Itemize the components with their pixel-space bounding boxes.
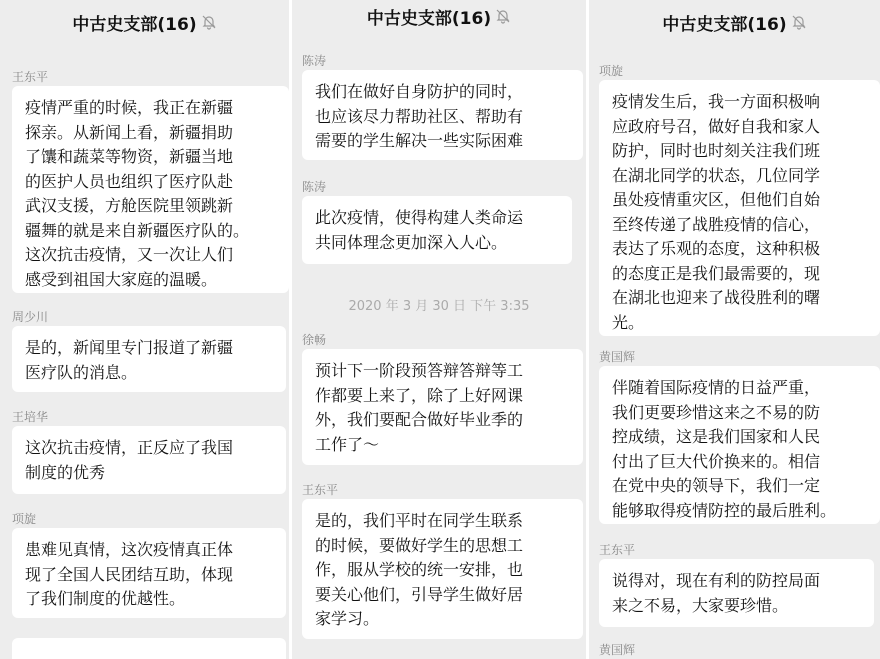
message-sender: 王东平 (12, 70, 49, 84)
message-bubble[interactable]: 是的，新闻里专门报道了新疆 医疗队的消息。 (12, 326, 286, 392)
group-title: 中古史支部(16) (366, 8, 492, 29)
chat-panel-3[interactable] (589, 0, 880, 659)
message-bubble[interactable]: 我们在做好自身防护的同时， 也应该尽力帮助社区、帮助有 需要的学生解决一些实际困难 (302, 70, 583, 160)
message-sender: 黄国辉 (599, 350, 636, 364)
chat-header (0, 0, 289, 44)
message-sender: 陈涛 (302, 180, 327, 194)
message-bubble[interactable]: 说得对，现在有利的防控局面 来之不易，大家要珍惜。 (599, 559, 874, 627)
message-sender: 王东平 (599, 543, 636, 557)
chat-panel-1[interactable] (0, 0, 289, 659)
message-sender: 王东平 (302, 483, 339, 497)
message-timestamp: 2020 年 3 月 30 日 下午 3:35 (348, 299, 530, 314)
bell-slash-icon (201, 14, 217, 30)
message-bubble-partial[interactable] (12, 638, 286, 659)
bell-slash-icon (495, 8, 511, 24)
chat-header (589, 0, 880, 44)
message-sender: 陈涛 (302, 54, 327, 68)
message-bubble[interactable]: 是的，我们平时在同学生联系 的时候，要做好学生的思想工 作，服从学校的统一安排，也 要关心他们，引导学生做好居 家学习。 (302, 499, 583, 639)
message-bubble[interactable]: 这次抗击疫情，正反应了我国 制度的优秀 (12, 426, 286, 494)
bell-slash-icon (791, 14, 807, 30)
message-bubble[interactable]: 疫情发生后，我一方面积极响 应政府号召，做好自我和家人 防护，同时也时刻关注我们班 在湖北同学的状态，几位同学 虽处疫情重灾区，但他们自始 至终传递了战胜疫情的信心， 表达了乐观的态度，这种积极 的态度正是我们最需要的，现 在湖北也迎来了战役胜利的曙 光。 (599, 80, 880, 336)
message-bubble[interactable]: 疫情严重的时候，我正在新疆 探亲。从新闻上看，新疆捐助 了馕和蔬菜等物资，新疆当地 的医护人员也组织了医疗队赴 武汉支援，方舱医院里领跳新 疆舞的就是来自新疆医疗队的。 这次抗击疫情，又一次让人们 感受到祖国大家庭的温暖。 (12, 86, 289, 293)
chat-panel-2[interactable] (292, 0, 586, 659)
message-sender: 王培华 (12, 410, 49, 424)
message-bubble[interactable]: 伴随着国际疫情的日益严重， 我们更要珍惜这来之不易的防 控成绩，这是我们国家和人民 付出了巨大代价换来的。相信 在党中央的领导下，我们一定 能够取得疫情防控的最后胜利。 (599, 366, 880, 524)
message-bubble[interactable]: 此次疫情，使得构建人类命运 共同体理念更加深入人心。 (302, 196, 572, 264)
message-sender: 徐畅 (302, 333, 327, 347)
message-bubble[interactable]: 预计下一阶段预答辩答辩等工 作都要上来了，除了上好网课 外，我们要配合做好毕业季的 工作了～ (302, 349, 583, 465)
message-sender: 项旋 (12, 512, 37, 526)
group-title: 中古史支部(16) (72, 14, 197, 35)
group-title: 中古史支部(16) (662, 14, 787, 35)
message-bubble[interactable]: 患难见真情，这次疫情真正体 现了全国人民团结互助，体现 了我们制度的优越性。 (12, 528, 286, 618)
message-sender: 项旋 (599, 64, 624, 78)
message-sender: 黄国辉 (599, 643, 636, 657)
chat-header (292, 0, 586, 32)
message-sender: 周少川 (12, 310, 49, 324)
